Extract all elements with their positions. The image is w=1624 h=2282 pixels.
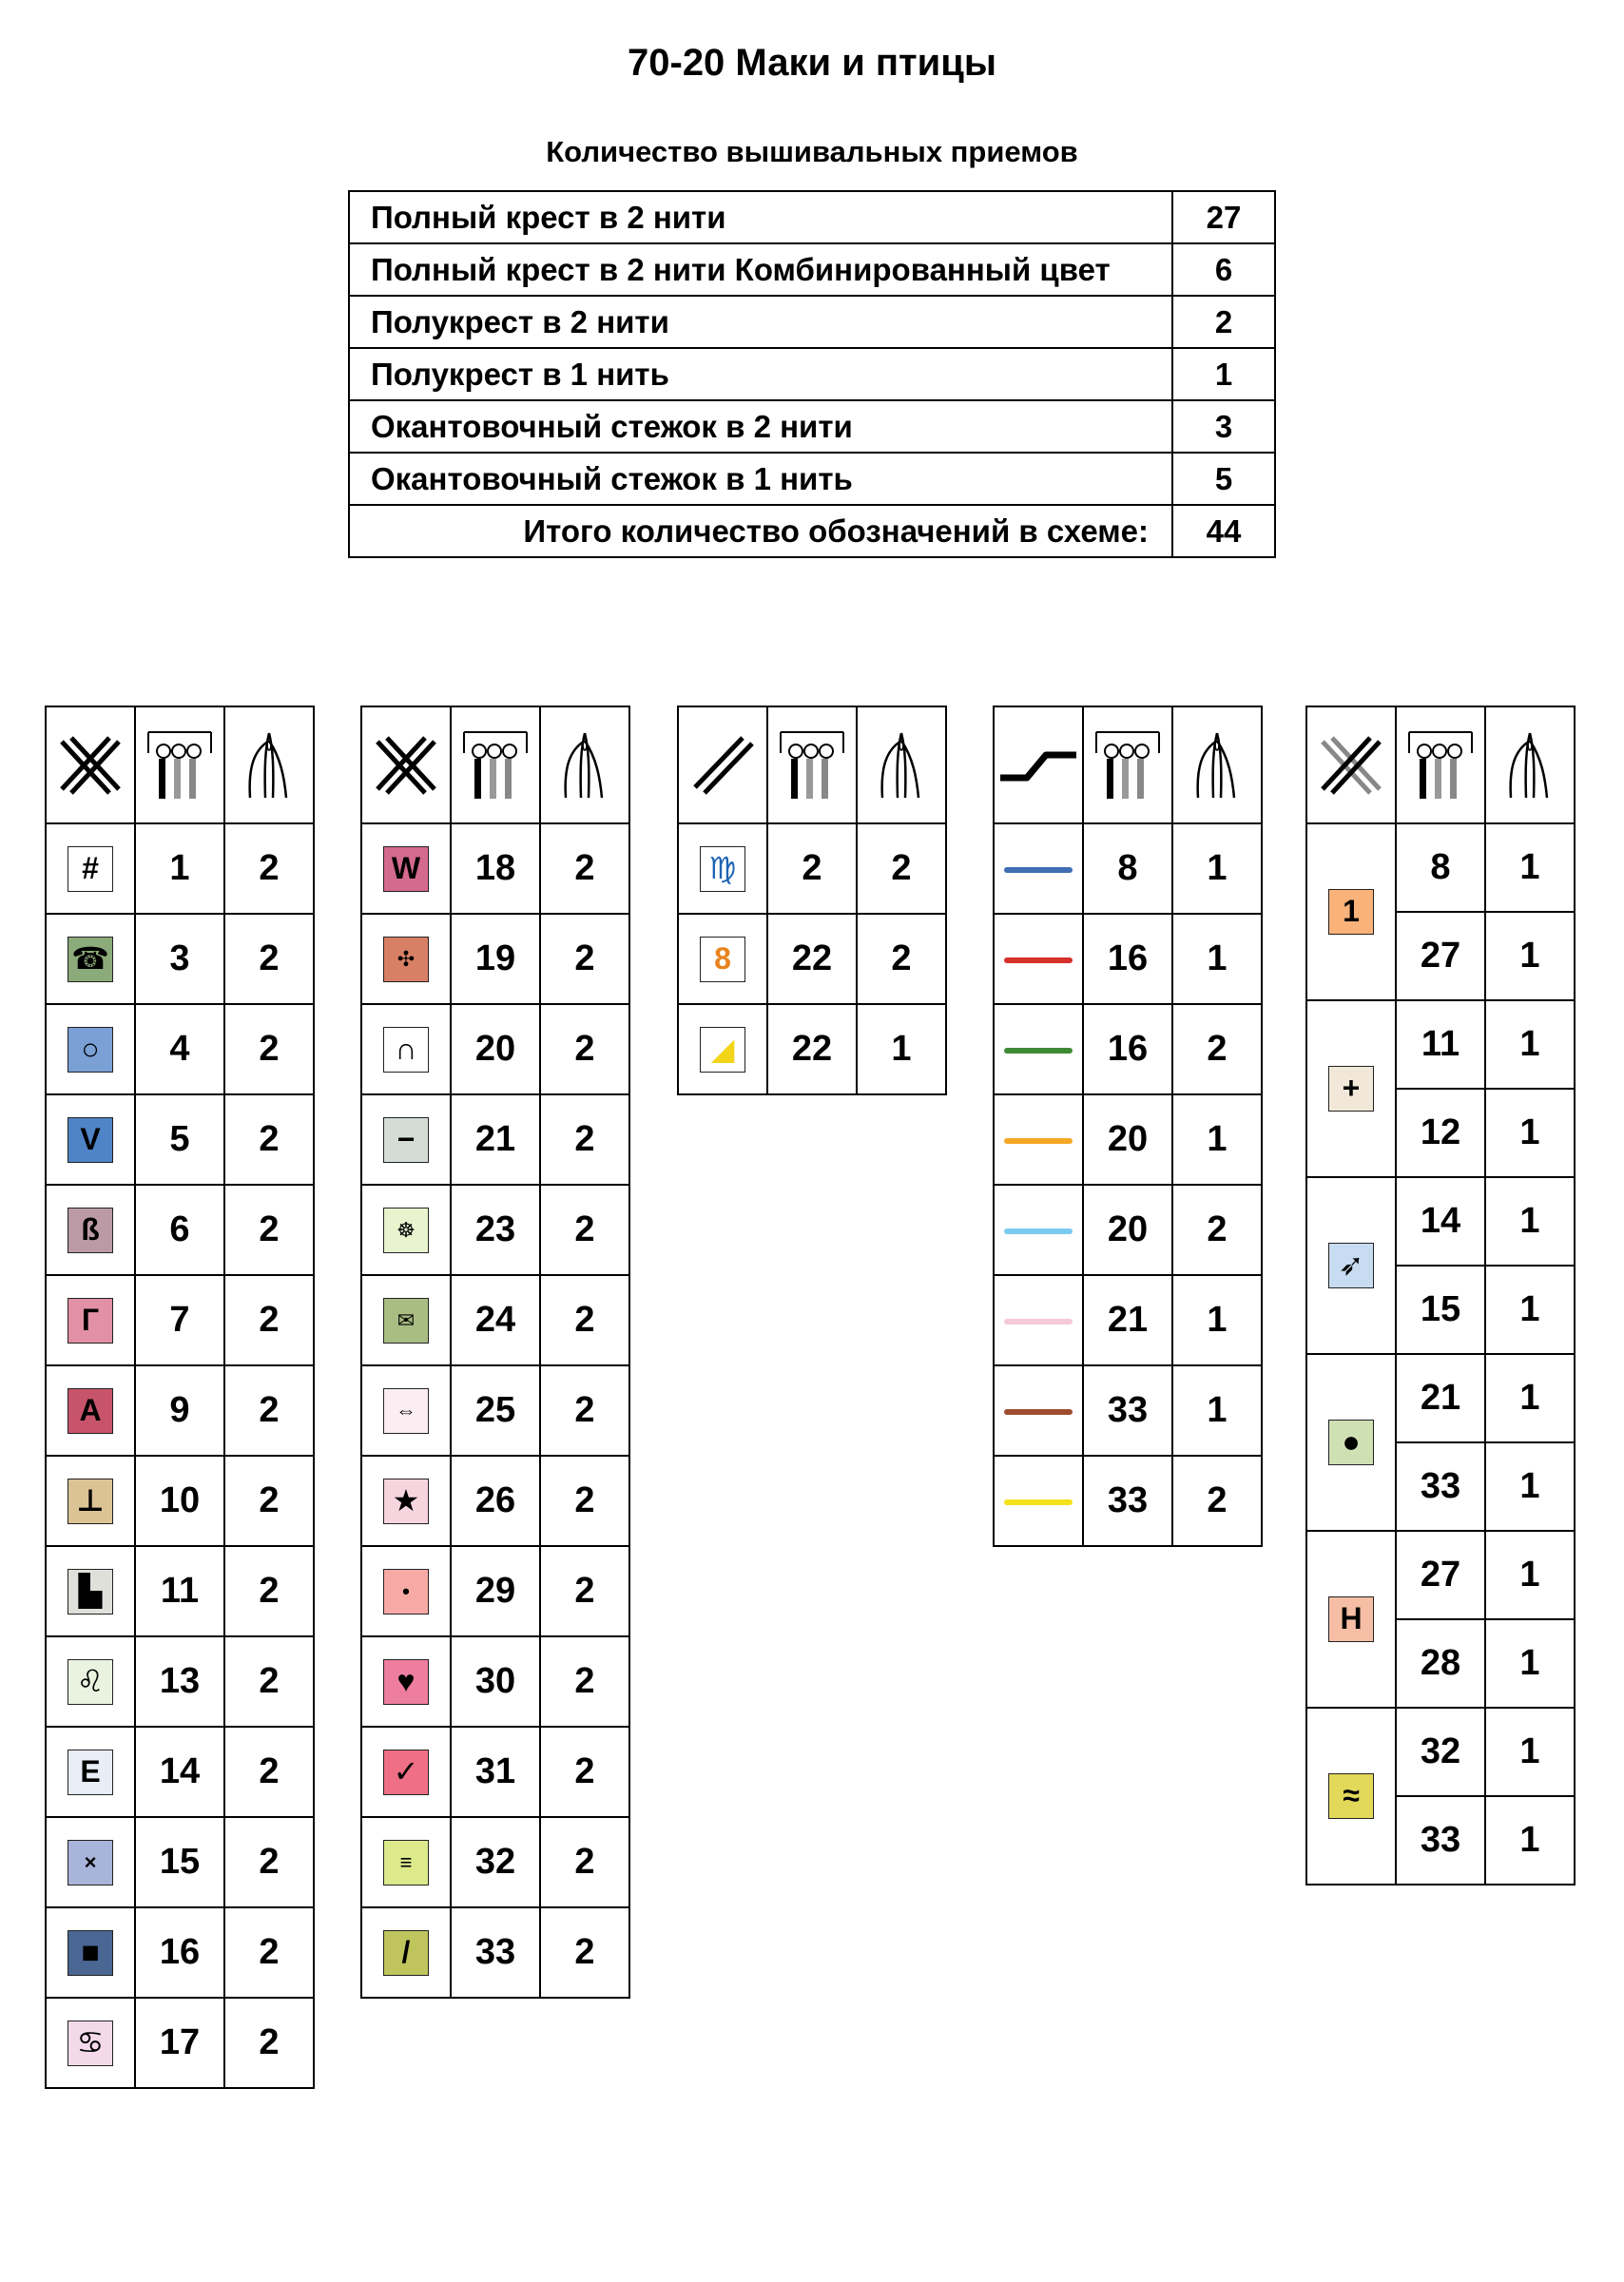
strand-count: 2 [224,1727,314,1817]
strand-count: 1 [1172,823,1262,914]
backstitch-line [1004,1228,1073,1234]
strand-count: 1 [1172,914,1262,1004]
full-cross-legend-2 [360,706,630,1999]
full-cross-icon [362,732,450,799]
thread-color-number: 8 [1396,823,1485,912]
backstitch-line [1004,1499,1073,1505]
summary-row [349,348,1275,400]
thread-color-header [135,706,224,823]
thread-color-number: 20 [1083,1185,1172,1275]
stitch-symbol: ✉ [383,1298,429,1344]
thread-color-number: 32 [1396,1708,1485,1796]
summary-row [349,453,1275,505]
strand-count: 1 [1485,1354,1575,1442]
legend-row [361,1365,629,1456]
symbol-cell [46,1907,135,1998]
legend-row [1306,1531,1575,1619]
symbol-cell [361,1546,451,1636]
legend-row [1306,1708,1575,1796]
legend-row [46,1998,314,2088]
thread-color-number: 32 [451,1817,540,1907]
backstitch-line [1004,867,1073,873]
symbol-cell [361,914,451,1004]
summary-total-label: Итого количество обозначений в схеме: [349,505,1172,557]
symbol-cell [1306,1177,1396,1354]
summary-value: 27 [1172,191,1275,243]
half-cross-legend [677,706,947,1095]
strand-count: 1 [1485,1531,1575,1619]
thread-color-number: 24 [451,1275,540,1365]
symbol-cell [361,1185,451,1275]
symbol-cell [361,1094,451,1185]
strand-count: 2 [224,1636,314,1727]
thread-color-number: 5 [135,1094,224,1185]
strand-count: 1 [1485,1796,1575,1885]
strand-count: 1 [1485,1619,1575,1708]
legend-row [994,1275,1262,1365]
summary-label: Полукрест в 1 нить [349,348,1172,400]
thread-card-icon [136,728,223,803]
legend-row [46,1636,314,1727]
stitch-symbol: ■ [68,1930,113,1976]
strand-count: 1 [1485,1000,1575,1089]
backstitch-line-cell [994,1004,1083,1094]
legend-row [361,1907,629,1998]
thread-color-number: 33 [1396,1796,1485,1885]
symbol-cell [46,1365,135,1456]
backstitch-line-cell [994,1456,1083,1546]
full-cross-header [361,706,451,823]
backstitch-header [994,706,1083,823]
strand-count: 1 [1485,1177,1575,1266]
thread-color-number: 11 [1396,1000,1485,1089]
summary-label: Полный крест в 2 нити [349,191,1172,243]
legend-row [994,1456,1262,1546]
strand-count: 2 [224,914,314,1004]
legend-row [46,823,314,914]
thread-color-number: 19 [451,914,540,1004]
half-cross-header [678,706,767,823]
backstitch-line [1004,1319,1073,1325]
strands-header [1172,706,1262,823]
thread-color-number: 16 [1083,914,1172,1004]
strand-count: 2 [540,1636,629,1727]
backstitch-line [1004,1048,1073,1054]
thread-color-number: 33 [1396,1442,1485,1531]
thread-card-icon [452,728,539,803]
stitch-symbol: 1 [1328,889,1374,935]
backstitch-legend [993,706,1263,1547]
stitch-symbol: + [1328,1066,1374,1112]
thread-color-number: 33 [451,1907,540,1998]
symbol-cell [1306,1354,1396,1531]
strand-count: 2 [224,1907,314,1998]
symbol-cell [46,1094,135,1185]
thread-color-number: 7 [135,1275,224,1365]
thread-color-number: 33 [1083,1456,1172,1546]
strand-count: 1 [1485,912,1575,1000]
symbol-cell [46,1185,135,1275]
thread-color-number: 21 [1083,1275,1172,1365]
strand-count: 2 [224,1094,314,1185]
legend-row [46,914,314,1004]
summary-label: Окантовочный стежок в 1 нить [349,453,1172,505]
summary-heading: Количество вышивальных приемов [546,135,1078,168]
stitch-symbol: ≈ [1328,1773,1374,1819]
thread-color-header [1396,706,1485,823]
strand-count: 2 [540,1094,629,1185]
thread-color-number: 15 [135,1817,224,1907]
backstitch-icon [995,742,1082,789]
thread-color-number: 30 [451,1636,540,1727]
thread-color-number: 12 [1396,1089,1485,1177]
legend-row [46,1094,314,1185]
thread-color-number: 21 [1396,1354,1485,1442]
legend-row [361,914,629,1004]
summary-value: 2 [1172,296,1275,348]
stitch-symbol: A [68,1388,113,1434]
stitch-symbol: ○ [68,1027,113,1073]
needle-icon [225,729,313,802]
strands-header [540,706,629,823]
stitch-symbol: V [68,1117,113,1163]
stitch-symbol: Г [68,1298,113,1344]
legend-row [46,1546,314,1636]
strand-count: 2 [1172,1185,1262,1275]
strand-count: 1 [1485,1708,1575,1796]
legend-row [994,1365,1262,1456]
stitch-symbol: E [68,1750,113,1795]
thread-color-number: 22 [767,1004,857,1094]
thread-color-number: 18 [451,823,540,914]
legend-row [994,1185,1262,1275]
strand-count: 2 [224,1004,314,1094]
thread-color-number: 16 [1083,1004,1172,1094]
symbol-cell [46,1456,135,1546]
symbol-cell [46,1004,135,1094]
strand-count: 2 [224,1817,314,1907]
backstitch-line-cell [994,914,1083,1004]
summary-row [349,191,1275,243]
needle-icon [1486,729,1574,802]
thread-color-number: 11 [135,1546,224,1636]
thread-color-number: 31 [451,1727,540,1817]
thread-color-number: 9 [135,1365,224,1456]
stitch-symbol: 8 [700,937,745,982]
thread-color-number: 16 [135,1907,224,1998]
legend-row [46,1275,314,1365]
stitch-symbol: ✓ [383,1750,429,1795]
strand-count: 2 [540,914,629,1004]
legend-row [994,1094,1262,1185]
symbol-cell [46,1275,135,1365]
symbol-cell [361,1636,451,1727]
legend-row [361,1636,629,1727]
legend-row [361,1727,629,1817]
legend-row [994,914,1262,1004]
summary-row [349,243,1275,296]
summary-value: 1 [1172,348,1275,400]
legend-row [46,1727,314,1817]
legend-row [46,1907,314,1998]
needle-icon [858,729,945,802]
strand-count: 2 [224,1546,314,1636]
symbol-cell [46,1998,135,2088]
backstitch-line [1004,1138,1073,1144]
strand-count: 2 [540,1365,629,1456]
strand-count: 2 [540,823,629,914]
legend-row [361,1275,629,1365]
strand-count: 2 [857,823,946,914]
needle-icon [1173,729,1261,802]
symbol-cell [1306,1000,1396,1177]
half-cross-icon [679,732,766,799]
strand-count: 2 [224,1365,314,1456]
strand-count: 2 [540,1456,629,1546]
symbol-cell [361,1004,451,1094]
strand-count: 2 [540,1907,629,1998]
strand-count: 2 [1172,1004,1262,1094]
stitch-symbol: ♌ [68,1659,113,1705]
combined-cross-legend [1305,706,1576,1886]
thread-color-number: 25 [451,1365,540,1456]
backstitch-line-cell [994,1094,1083,1185]
stitch-symbol: ⇔ [383,1388,429,1434]
symbol-cell [46,1636,135,1727]
thread-card-icon [1084,728,1171,803]
strand-count: 2 [224,1456,314,1546]
summary-label: Полный крест в 2 нити Комбинированный цвет [349,243,1172,296]
strand-count: 1 [1485,1266,1575,1354]
stitch-symbol: W [383,846,429,892]
legend-row [46,1004,314,1094]
strand-count: 1 [1172,1094,1262,1185]
legend-row [361,1456,629,1546]
backstitch-line-cell [994,1185,1083,1275]
legend-row [361,823,629,914]
strand-count: 1 [857,1004,946,1094]
thread-color-header [767,706,857,823]
symbol-cell [46,823,135,914]
stitch-symbol: ▙ [68,1569,113,1615]
backstitch-line-cell [994,1365,1083,1456]
symbol-cell [1306,1531,1396,1708]
legend-row [46,1365,314,1456]
legend-row [1306,1177,1575,1266]
stitch-symbol: ✣ [383,937,429,982]
stitch-symbol: ♥ [383,1659,429,1705]
strand-count: 2 [224,1275,314,1365]
summary-label: Полукрест в 2 нити [349,296,1172,348]
strand-count: 1 [1172,1275,1262,1365]
strand-count: 1 [1485,823,1575,912]
stitch-symbol: ⊥ [68,1479,113,1524]
thread-color-number: 26 [451,1456,540,1546]
summary-value: 6 [1172,243,1275,296]
legend-row [678,914,946,1004]
needle-icon [541,729,628,802]
stitch-symbol: ◢ [700,1027,745,1073]
strand-count: 2 [224,823,314,914]
backstitch-line-cell [994,823,1083,914]
thread-color-number: 8 [1083,823,1172,914]
strand-count: 2 [224,1998,314,2088]
strand-count: 2 [540,1817,629,1907]
summary-row [349,400,1275,453]
backstitch-line [1004,1409,1073,1415]
legend-row [678,1004,946,1094]
backstitch-line-cell [994,1275,1083,1365]
thread-color-number: 20 [451,1004,540,1094]
symbol-cell [46,1817,135,1907]
legend-row [46,1185,314,1275]
legend-row [994,823,1262,914]
symbol-cell [46,1727,135,1817]
strands-header [1485,706,1575,823]
stitch-symbol: ☎ [68,937,113,982]
strand-count: 1 [1485,1442,1575,1531]
combined-cross-header [1306,706,1396,823]
stitch-symbol: • [383,1569,429,1615]
legend-row [361,1004,629,1094]
stitch-symbol: ➶ [1328,1243,1374,1288]
stitch-symbol: ß [68,1208,113,1253]
summary-row [349,296,1275,348]
thread-color-header [1083,706,1172,823]
legend-row [1306,1000,1575,1089]
stitch-symbol: ∩ [383,1027,429,1073]
thread-color-number: 4 [135,1004,224,1094]
symbol-cell [46,1546,135,1636]
full-cross-header [46,706,135,823]
summary-value: 3 [1172,400,1275,453]
thread-color-number: 15 [1396,1266,1485,1354]
symbol-cell [1306,1708,1396,1885]
thread-card-icon [1397,728,1484,803]
legend-row [46,1456,314,1546]
strands-header [857,706,946,823]
symbol-cell [361,1365,451,1456]
stitch-symbol: # [68,846,113,892]
stitch-symbol: × [68,1840,113,1886]
stitch-symbol: H [1328,1596,1374,1642]
strand-count: 1 [1172,1365,1262,1456]
legend-row [361,1817,629,1907]
summary-table [348,190,1276,558]
thread-color-header [451,706,540,823]
legend-row [361,1546,629,1636]
legend-row [361,1094,629,1185]
legend-row [678,823,946,914]
strand-count: 2 [224,1185,314,1275]
legend-row [994,1004,1262,1094]
symbol-cell [678,823,767,914]
thread-color-number: 27 [1396,1531,1485,1619]
thread-color-number: 22 [767,914,857,1004]
legend-row [46,1817,314,1907]
legend-row [1306,1354,1575,1442]
symbol-cell [46,914,135,1004]
symbol-cell [361,1817,451,1907]
symbol-cell [361,1907,451,1998]
strand-count: 2 [540,1727,629,1817]
stitch-symbol: ♍ [700,846,745,892]
symbol-cell [678,914,767,1004]
thread-color-number: 29 [451,1546,540,1636]
stitch-symbol: ● [1328,1420,1374,1465]
summary-value: 5 [1172,453,1275,505]
strand-count: 2 [540,1275,629,1365]
thread-color-number: 33 [1083,1365,1172,1456]
strand-count: 2 [1172,1456,1262,1546]
legend-row [361,1185,629,1275]
symbol-cell [361,1275,451,1365]
summary-total-value: 44 [1172,505,1275,557]
thread-color-number: 27 [1396,912,1485,1000]
thread-color-number: 20 [1083,1094,1172,1185]
strands-header [224,706,314,823]
thread-color-number: 1 [135,823,224,914]
strand-count: 2 [540,1546,629,1636]
symbol-cell [361,1456,451,1546]
thread-card-icon [768,728,856,803]
thread-color-number: 2 [767,823,857,914]
thread-color-number: 14 [1396,1177,1485,1266]
stitch-symbol: ≡ [383,1840,429,1886]
thread-color-number: 17 [135,1998,224,2088]
combined-cross-icon [1307,732,1395,799]
stitch-symbol: / [383,1930,429,1976]
summary-total-row [349,505,1275,557]
symbol-cell [361,823,451,914]
full-cross-legend-1 [45,706,315,2089]
strand-count: 2 [540,1185,629,1275]
thread-color-number: 23 [451,1185,540,1275]
thread-color-number: 13 [135,1636,224,1727]
strand-count: 1 [1485,1089,1575,1177]
symbol-cell [361,1727,451,1817]
stitch-symbol: ☸ [383,1208,429,1253]
page-title: 70-20 Маки и птицы [628,42,996,84]
thread-color-number: 28 [1396,1619,1485,1708]
symbol-cell [678,1004,767,1094]
backstitch-line [1004,957,1073,963]
thread-color-number: 14 [135,1727,224,1817]
thread-color-number: 6 [135,1185,224,1275]
strand-count: 2 [540,1004,629,1094]
legend-row [1306,823,1575,912]
thread-color-number: 10 [135,1456,224,1546]
stitch-symbol: − [383,1117,429,1163]
symbol-cell [1306,823,1396,1000]
strand-count: 2 [857,914,946,1004]
stitch-symbol: ♋ [68,2021,113,2066]
full-cross-icon [47,732,134,799]
thread-color-number: 3 [135,914,224,1004]
summary-label: Окантовочный стежок в 2 нити [349,400,1172,453]
stitch-symbol: ★ [383,1479,429,1524]
thread-color-number: 21 [451,1094,540,1185]
